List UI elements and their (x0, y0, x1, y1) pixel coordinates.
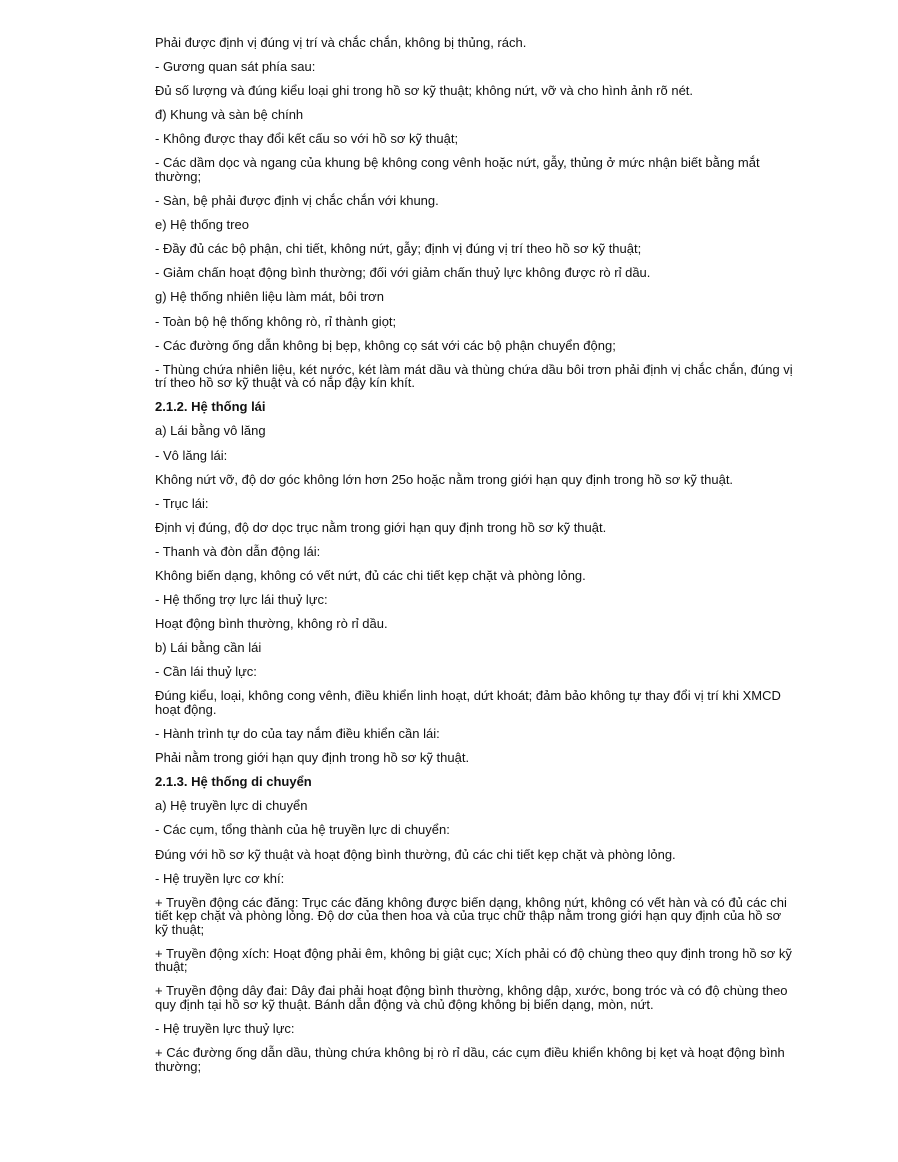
paragraph: - Thanh và đòn dẫn động lái: (155, 543, 321, 559)
paragraph: - Hành trình tự do của tay nắm điều khiển cần lái: (155, 726, 440, 742)
paragraph: e) Hệ thống treo (155, 217, 249, 233)
paragraph: Không biến dạng, không có vết nứt, đủ các chi tiết kẹp chặt và phòng lỏng. (155, 567, 586, 583)
paragraph: Phải được định vị đúng vị trí và chắc chắn, không bị thủng, rách. (155, 35, 527, 50)
paragraph: Không nứt vỡ, độ dơ góc không lớn hơn 25o hoặc nằm trong giới hạn quy định trong hồ sơ kỹ thuật. (155, 471, 734, 487)
paragraph: a) Hệ truyền lực di chuyển (155, 798, 308, 814)
paragraph: Phải nằm trong giới hạn quy định trong hồ sơ kỹ thuật. (155, 750, 470, 766)
paragraph: - Các cụm, tổng thành của hệ truyền lực di chuyển: (155, 822, 450, 838)
paragraph: - Toàn bộ hệ thống không rò, rỉ thành giọt; (155, 313, 397, 329)
paragraph: - Các đường ống dẫn không bị bẹp, không cọ sát với các bộ phận chuyển động; (155, 337, 616, 353)
paragraph: - Hệ truyền lực cơ khí: (155, 870, 285, 886)
paragraph: Định vị đúng, độ dơ dọc trục nằm trong giới hạn quy định trong hồ sơ kỹ thuật. (155, 519, 607, 535)
paragraph: - Cần lái thuỷ lực: (155, 664, 257, 680)
document-page (155, 36, 795, 1084)
section-heading: 2.1.3. Hệ thống di chuyển (155, 774, 312, 790)
paragraph: - Hệ truyền lực thuỷ lực: (155, 1020, 295, 1036)
paragraph: g) Hệ thống nhiên liệu làm mát, bôi trơn (155, 289, 384, 305)
section-heading: 2.1.2. Hệ thống lái (155, 399, 266, 415)
paragraph: - Gương quan sát phía sau: (155, 59, 316, 75)
paragraph: - Giảm chấn hoạt động bình thường; đối với giảm chấn thuỷ lực không được rò rỉ dầu. (155, 265, 651, 281)
paragraph: - Không được thay đổi kết cấu so với hồ sơ kỹ thuật; (155, 131, 459, 147)
paragraph: + Các đường ống dẫn dầu, thùng chứa không bị rò rỉ dầu, các cụm điều khiển không bị kẹt và hoạt động bình thường; (155, 1045, 785, 1074)
paragraph: b) Lái bằng cần lái (155, 640, 262, 656)
paragraph: - Đầy đủ các bộ phận, chi tiết, không nứt, gẫy; định vị đúng vị trí theo hồ sơ kỹ thuật; (155, 241, 642, 257)
paragraph: - Các dầm dọc và ngang của khung bệ không cong vênh hoặc nứt, gẫy, thủng ở mức nhận biết bằng mắt thường; (155, 155, 760, 184)
paragraph: đ) Khung và sàn bệ chính (155, 107, 304, 123)
paragraph: - Vô lăng lái: (155, 447, 228, 463)
paragraph: + Truyền động dây đai: Dây đai phải hoạt động bình thường, không dập, xước, bong tróc và có độ chùng theo quy định tại hồ sơ kỹ thuật. Bánh dẫn động và chủ động không bị biến dạng, mòn, nứt. (155, 983, 788, 1012)
paragraph: Hoạt động bình thường, không rò rỉ dầu. (155, 616, 388, 632)
paragraph: Đúng kiểu, loại, không cong vênh, điều khiển linh hoạt, dứt khoát; đảm bảo không tự thay đổi vị trí khi XMCD hoạt động. (155, 688, 781, 717)
paragraph: Đúng với hồ sơ kỹ thuật và hoạt động bình thường, đủ các chi tiết kẹp chặt và phòng lỏng. (155, 846, 676, 862)
paragraph: - Sàn, bệ phải được định vị chắc chắn với khung. (155, 193, 439, 209)
paragraph: + Truyền động các đăng: Trục các đăng không được biến dạng, không nứt, không có vết hàn và có đủ các chi tiết kẹp chặt và phòng lỏng. Độ dơ của then hoa và của trục chữ thập nằm trong giới hạn quy định của hồ sơ kỹ thuật; (155, 894, 787, 937)
paragraph: - Hệ thống trợ lực lái thuỷ lực: (155, 592, 328, 608)
paragraph: Đủ số lượng và đúng kiểu loại ghi trong hồ sơ kỹ thuật; không nứt, vỡ và cho hình ảnh rõ nét. (155, 83, 694, 99)
paragraph: a) Lái bằng vô lăng (155, 423, 266, 439)
paragraph: - Thùng chứa nhiên liệu, két nước, két làm mát dầu và thùng chứa dầu bôi trơn phải định vị chắc chắn, đúng vị trí theo hồ sơ kỹ thuật và có nắp đậy kín khít. (155, 361, 793, 391)
paragraph: + Truyền động xích: Hoạt động phải êm, không bị giật cục; Xích phải có độ chùng theo quy định trong hồ sơ kỹ thuật; (155, 945, 792, 975)
paragraph: - Trục lái: (155, 495, 209, 511)
